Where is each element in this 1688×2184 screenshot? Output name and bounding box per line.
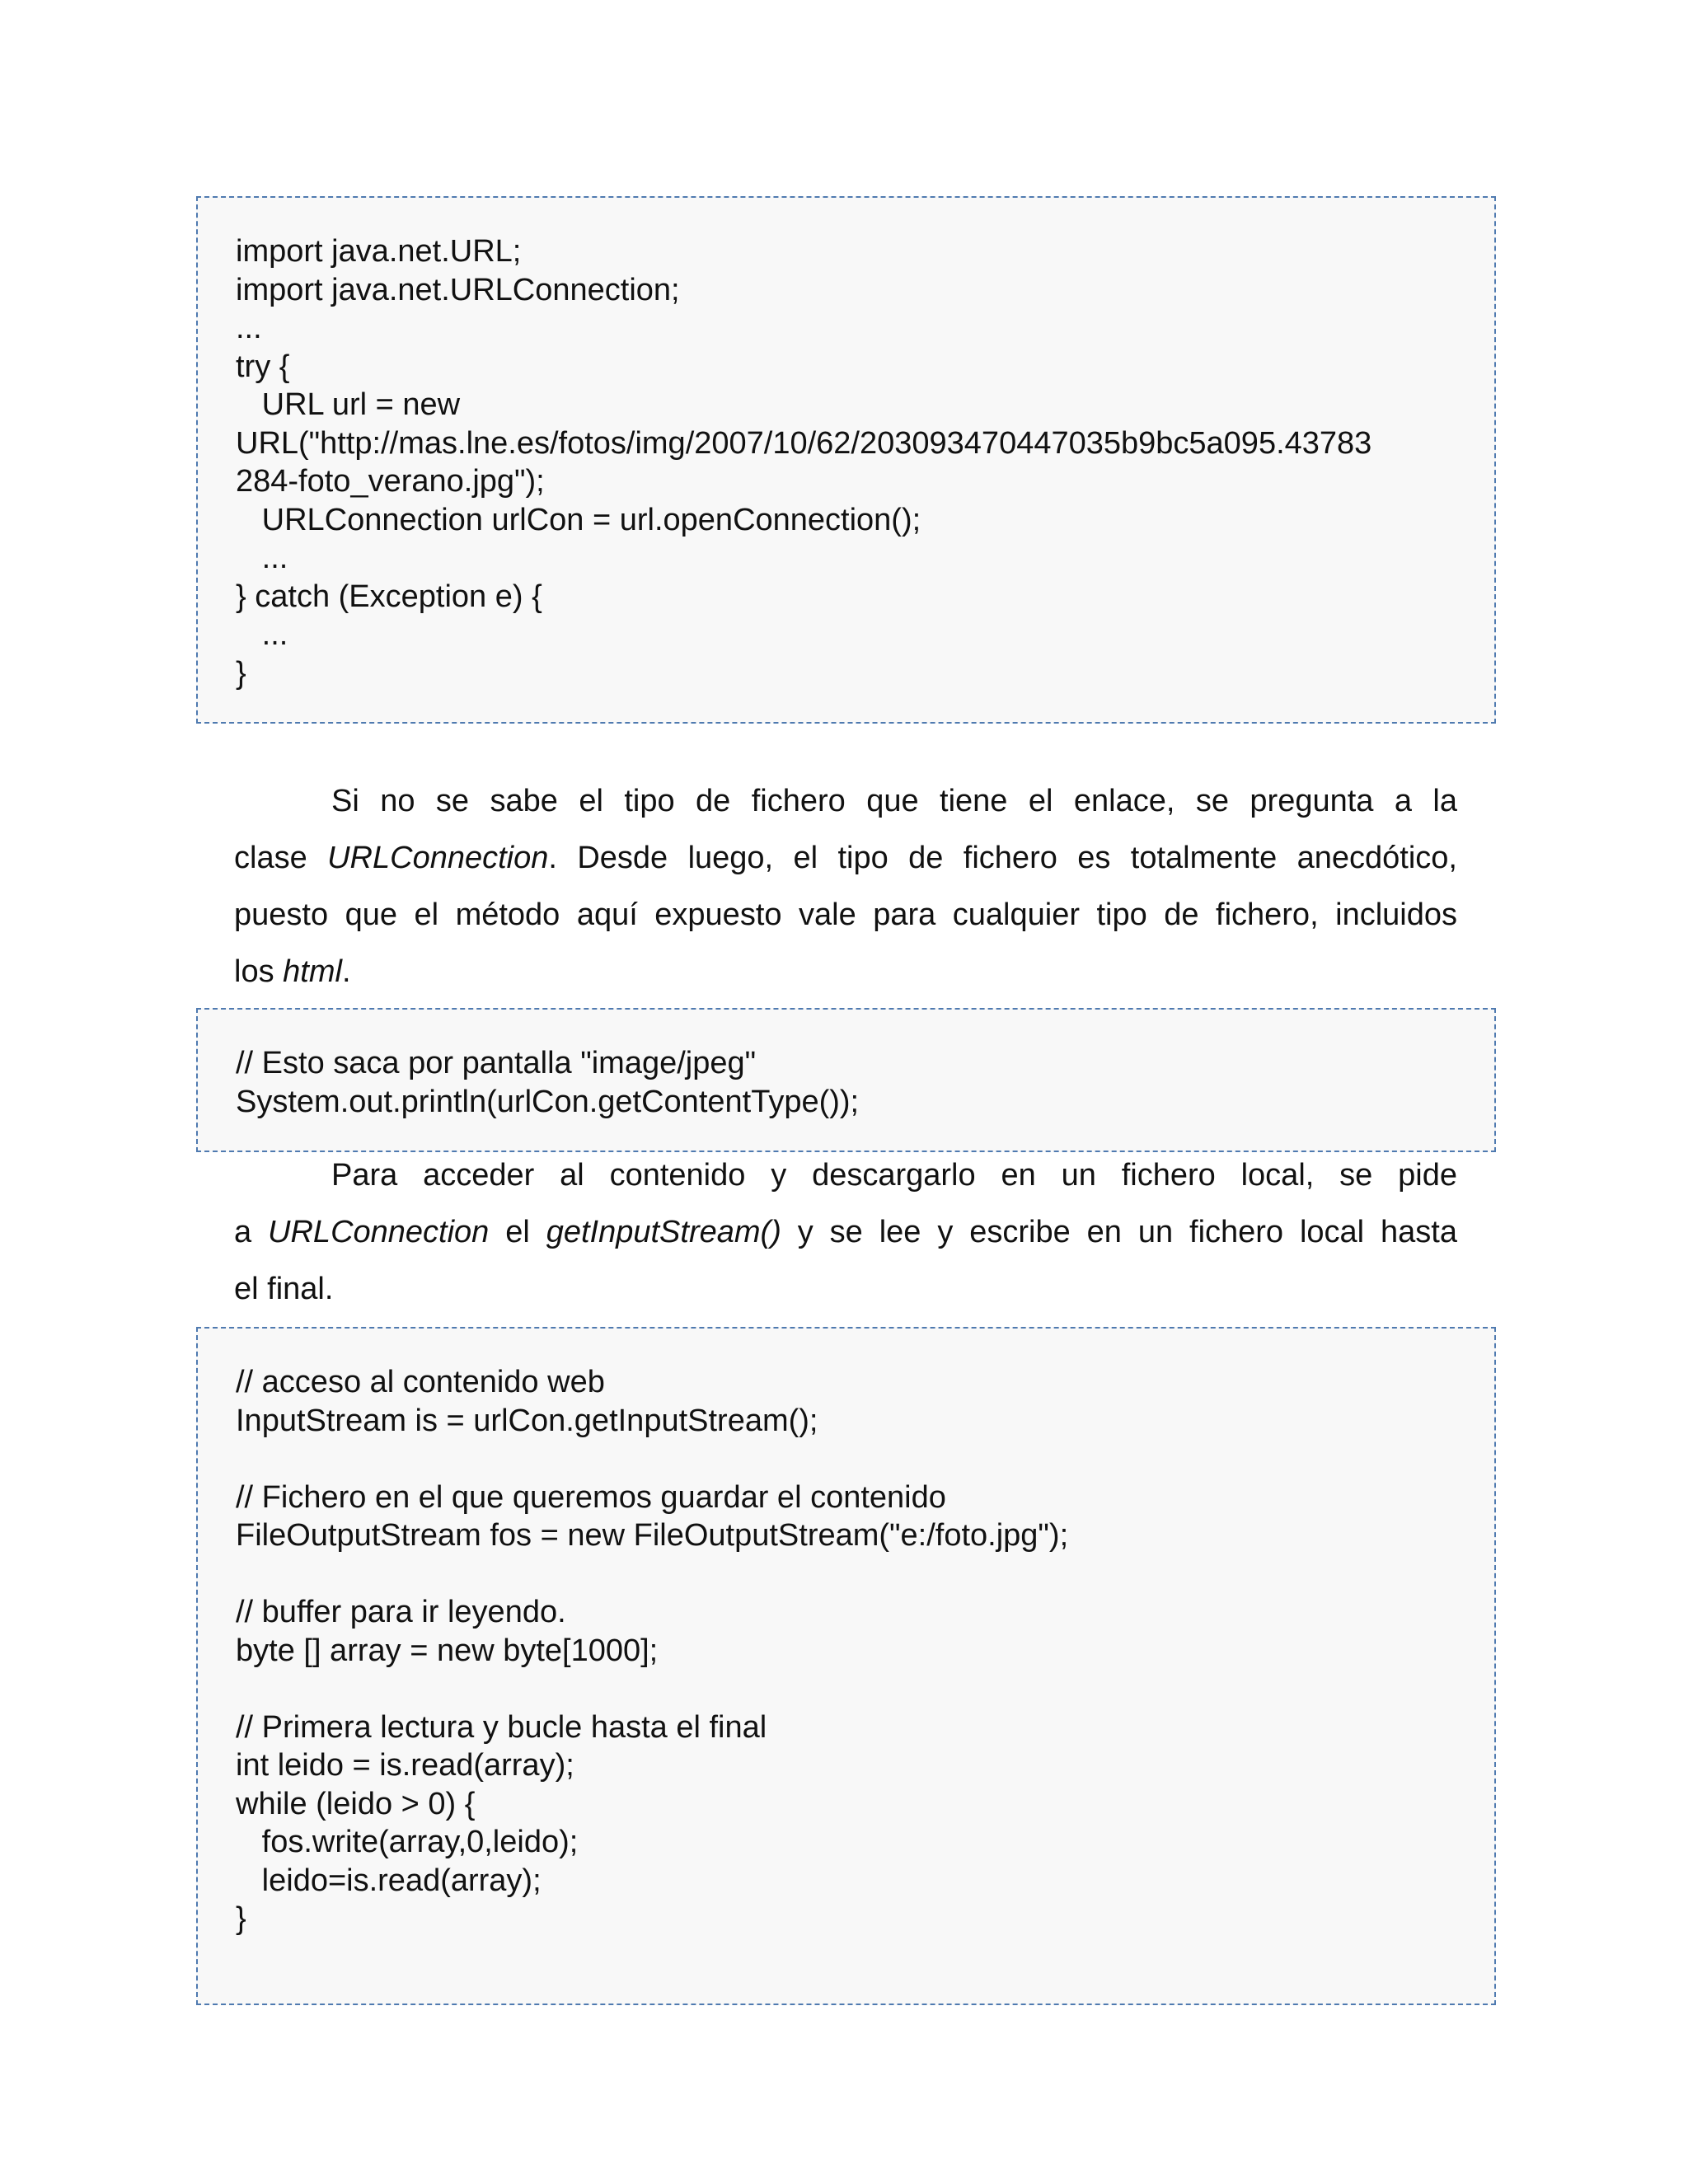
code-line: System.out.println(urlCon.getContentType()); [236,1084,860,1119]
code-line: } [236,655,246,691]
code-line: } [236,1901,246,1936]
code-line: leido=is.read(array); [236,1863,542,1898]
paragraph-text: . Desde luego, el tipo de fichero es totalmente anecdótico, [548,841,1457,875]
code-line: byte [] array = new byte[1000]; [236,1633,659,1668]
paragraph-line [234,944,1457,1001]
code-line [236,1670,1461,1708]
paragraph-text: y se lee y escribe en un fichero local hasta [781,1215,1457,1249]
paragraph-text: el [489,1215,546,1249]
code-block-download [196,1327,1496,2005]
paragraph-text: los [234,954,284,989]
code-line: FileOutputStream fos = new FileOutputStream("e:/foto.jpg"); [236,1518,1069,1553]
paragraph-text: Si no se sabe el tipo de fichero que tiene el enlace, se pregunta a la [331,784,1457,818]
code-block-content-type [196,1008,1496,1152]
method-name-emphasis: getInputStream() [546,1215,781,1249]
paragraph-line [234,773,1457,830]
paragraph-text: . [341,954,351,989]
code-line: ... [236,617,288,652]
paragraph-text: el final. [234,1272,334,1306]
code-line: InputStream is = urlCon.getInputStream(); [236,1403,818,1438]
class-name-emphasis: URLConnection [327,841,549,875]
term-emphasis: html [283,954,342,989]
code-line: while (leido > 0) { [236,1786,476,1821]
paragraph-line [234,887,1457,944]
paragraph-input-stream [234,1147,1457,1318]
code-line: ... [236,311,262,345]
code-line: } catch (Exception e) { [236,579,542,614]
code-line: // Primera lectura y bucle hasta el final [236,1709,767,1745]
paragraph-line [234,1147,1457,1204]
code-line: URL url = new [236,387,461,422]
code-line: ... [236,541,288,575]
paragraph-content-type [234,773,1457,1001]
code-line: URL("http://mas.lne.es/fotos/img/2007/10/62/203093470447035b9bc5a095.43783 [236,425,1372,461]
code-line [236,1440,1461,1479]
code-line: // acceso al contenido web [236,1365,605,1399]
code-block-url-connection [196,196,1496,724]
code-line: 284-foto_verano.jpg"); [236,464,545,499]
code-line: // buffer para ir leyendo. [236,1595,566,1629]
paragraph-text: a [234,1215,269,1249]
code-line: int leido = is.read(array); [236,1748,574,1783]
code-line: URLConnection urlCon = url.openConnection(); [236,502,921,537]
paragraph-line [234,830,1457,887]
paragraph-line [234,1261,1457,1318]
code-line: try { [236,349,290,384]
paragraph-text: clase [234,841,328,875]
code-line: fos.write(array,0,leido); [236,1825,579,1859]
code-line: import java.net.URLConnection; [236,272,680,307]
code-line [236,1555,1461,1594]
paragraph-text: Para acceder al contenido y descargarlo en un fichero local, se pide [331,1158,1457,1193]
code-line: import java.net.URL; [236,234,522,269]
code-line: // Fichero en el que queremos guardar el contenido [236,1479,946,1515]
paragraph-line [234,1204,1457,1261]
code-line: // Esto saca por pantalla "image/jpeg" [236,1046,757,1080]
class-name-emphasis: URLConnection [268,1215,490,1249]
paragraph-text: puesto que el método aquí expuesto vale para cualquier tipo de fichero, incluidos [234,898,1457,932]
